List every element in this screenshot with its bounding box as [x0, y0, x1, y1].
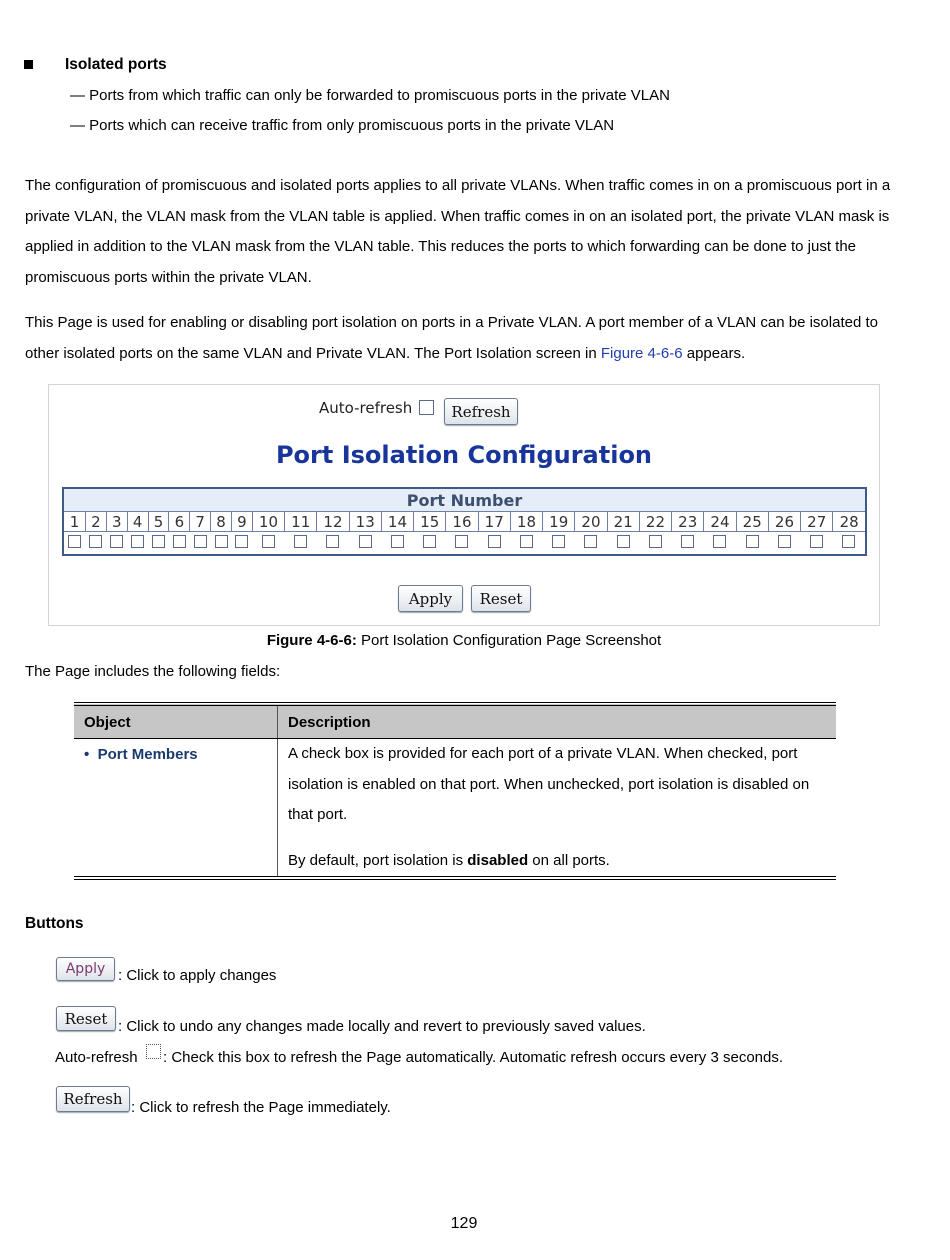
port-checkbox[interactable]: [294, 535, 307, 548]
port-checkbox[interactable]: [455, 535, 468, 548]
port-number-cell: 2: [85, 512, 106, 532]
reset-description: : Click to undo any changes made locally and revert to previously saved values.: [118, 1018, 646, 1035]
port-number-cell: 17: [478, 512, 510, 532]
port-checkbox-cell: [833, 532, 866, 556]
table-row: [74, 739, 836, 879]
auto-refresh-checkbox-sample[interactable]: [146, 1044, 161, 1059]
reset-button[interactable]: Reset: [471, 585, 531, 612]
port-checkbox[interactable]: [488, 535, 501, 548]
port-members-label: Port Members: [97, 746, 198, 763]
isolated-item-1: — Ports from which traffic can only be forwarded to promiscuous ports in the private VLAN: [70, 87, 670, 104]
apply-button[interactable]: Apply: [398, 585, 463, 612]
auto-refresh-checkbox[interactable]: [419, 400, 434, 415]
figure-link[interactable]: Figure 4-6-6: [600, 344, 683, 362]
paragraph-text: This Page is used for enabling or disabling port isolation on ports in a Private VLAN. A port member of a VLAN can be isolated to other isolated ports on the same VLAN and Private VLAN. The Port Isolation screen in: [25, 314, 878, 362]
isolated-ports-heading: Isolated ports: [65, 56, 167, 73]
auto-refresh-label: Auto-refresh: [319, 399, 413, 417]
port-number-cell: 26: [768, 512, 800, 532]
port-number-cell: 3: [106, 512, 127, 532]
port-number-cell: 21: [607, 512, 639, 532]
port-checkbox-cell: [285, 532, 317, 556]
port-checkbox-cell: [704, 532, 736, 556]
port-checkbox-cell: [768, 532, 800, 556]
description-text: A check box is provided for each port of a private VLAN. When checked, port isolation is enabled on that port. When unchecked, port isolation is disabled on that port.: [288, 745, 810, 823]
port-checkbox-cell: [414, 532, 446, 556]
port-checkbox-cell: [575, 532, 607, 556]
figure-caption: [0, 632, 928, 649]
refresh-description: : Click to refresh the Page immediately.: [131, 1099, 391, 1116]
port-number-cell: 12: [317, 512, 349, 532]
port-checkbox[interactable]: [152, 535, 165, 548]
default-value: disabled: [467, 851, 529, 869]
port-checkbox-cell: [127, 532, 148, 556]
port-number-cell: 8: [211, 512, 232, 532]
port-checkbox[interactable]: [326, 535, 339, 548]
port-checkbox-cell: [106, 532, 127, 556]
isolated-item-2: — Ports which can receive traffic from only promiscuous ports in the private VLAN: [70, 117, 615, 134]
port-checkbox-cell: [801, 532, 833, 556]
port-checkbox[interactable]: [649, 535, 662, 548]
port-number-cell: 9: [231, 512, 252, 532]
port-checkbox-cell: [252, 532, 284, 556]
port-checkbox[interactable]: [194, 535, 207, 548]
port-checkbox-cell: [446, 532, 478, 556]
default-suffix: on all ports.: [528, 851, 610, 869]
port-number-cell: 4: [127, 512, 148, 532]
port-checkbox-cell: [148, 532, 169, 556]
refresh-button-sample[interactable]: Refresh: [56, 1086, 130, 1112]
port-checkbox-cell: [672, 532, 704, 556]
square-bullet-icon: [24, 60, 33, 69]
port-number-cell: 19: [543, 512, 575, 532]
port-number-cell: 11: [285, 512, 317, 532]
description-header: Description: [278, 704, 837, 739]
default-prefix: By default, port isolation is: [288, 851, 468, 869]
reset-button-sample[interactable]: Reset: [56, 1006, 116, 1031]
port-checkbox[interactable]: [89, 535, 102, 548]
port-checkbox[interactable]: [617, 535, 630, 548]
port-number-cell: 16: [446, 512, 478, 532]
port-number-row: [63, 512, 866, 532]
port-checkbox[interactable]: [520, 535, 533, 548]
port-checkbox-cell: [510, 532, 542, 556]
port-number-cell: 23: [672, 512, 704, 532]
refresh-button[interactable]: Refresh: [444, 398, 518, 425]
port-checkbox[interactable]: [215, 535, 228, 548]
paragraph-configuration: The configuration of promiscuous and isolated ports applies to all private VLANs. When traffic comes in on a promiscuous port in a private VLAN, the VLAN mask from the VLAN table is applied. When traffic comes in on an isolated port, the private VLAN mask is applied in addition to the VLAN mask from the VLAN table. This reduces the ports to which forwarding can be done to just the promiscuous ports within the private VLAN.: [25, 177, 891, 286]
port-checkbox-cell: [639, 532, 671, 556]
port-checkbox[interactable]: [173, 535, 186, 548]
auto-refresh-description: : Check this box to refresh the Page automatically. Automatic refresh occurs every 3 seconds.: [163, 1049, 784, 1066]
paragraph-text-end: appears.: [682, 344, 746, 362]
port-number-cell: 18: [510, 512, 542, 532]
port-checkbox[interactable]: [68, 535, 81, 548]
port-checkbox-cell: [736, 532, 768, 556]
port-checkbox-cell: [169, 532, 190, 556]
port-checkbox[interactable]: [746, 535, 759, 548]
port-number-cell: 5: [148, 512, 169, 532]
port-checkbox-cell: [381, 532, 413, 556]
port-checkbox[interactable]: [552, 535, 565, 548]
page-number: 129: [450, 1215, 478, 1232]
caption-text: Port Isolation Configuration Page Screenshot: [356, 632, 662, 649]
port-checkbox[interactable]: [110, 535, 123, 548]
paragraph-page-purpose: [25, 308, 915, 369]
port-number-cell: 15: [414, 512, 446, 532]
port-checkbox-cell: [543, 532, 575, 556]
fields-intro: The Page includes the following fields:: [25, 663, 281, 680]
port-number-cell: 10: [252, 512, 284, 532]
port-number-cell: 27: [801, 512, 833, 532]
port-checkbox-cell: [85, 532, 106, 556]
port-checkbox[interactable]: [778, 535, 791, 548]
port-checkbox-row: [63, 532, 866, 556]
port-number-table: [62, 487, 867, 556]
port-number-cell: 20: [575, 512, 607, 532]
port-checkbox-cell: [231, 532, 252, 556]
port-checkbox[interactable]: [391, 535, 404, 548]
default-text: [288, 846, 826, 877]
port-checkbox[interactable]: [584, 535, 597, 548]
port-checkbox[interactable]: [359, 535, 372, 548]
port-checkbox-cell: [211, 532, 232, 556]
port-checkbox-cell: [607, 532, 639, 556]
port-number-cell: 22: [639, 512, 671, 532]
port-checkbox-cell: [63, 532, 85, 556]
port-checkbox[interactable]: [131, 535, 144, 548]
port-checkbox-cell: [317, 532, 349, 556]
object-description-table: [74, 702, 836, 880]
buttons-heading: Buttons: [25, 915, 84, 932]
port-checkbox-cell: [478, 532, 510, 556]
port-checkbox-cell: [190, 532, 211, 556]
apply-button-sample[interactable]: Apply: [56, 957, 115, 981]
object-header: Object: [74, 704, 278, 739]
port-isolation-screenshot: [48, 384, 880, 626]
port-number-cell: 28: [833, 512, 866, 532]
object-cell: [74, 739, 278, 879]
port-checkbox[interactable]: [681, 535, 694, 548]
port-checkbox-cell: [349, 532, 381, 556]
port-checkbox[interactable]: [713, 535, 726, 548]
port-checkbox[interactable]: [423, 535, 436, 548]
port-checkbox[interactable]: [810, 535, 823, 548]
auto-refresh-text-label: Auto-refresh: [55, 1049, 138, 1066]
apply-description: : Click to apply changes: [118, 967, 277, 984]
port-number-cell: 25: [736, 512, 768, 532]
port-members-item: • Port Members: [84, 746, 198, 763]
port-number-cell: 24: [704, 512, 736, 532]
port-isolation-title: Port Isolation Configuration: [275, 441, 653, 469]
port-number-cell: 7: [190, 512, 211, 532]
port-number-cell: 13: [349, 512, 381, 532]
port-checkbox[interactable]: [842, 535, 855, 548]
port-number-cell: 6: [169, 512, 190, 532]
port-number-cell: 1: [63, 512, 85, 532]
port-checkbox[interactable]: [262, 535, 275, 548]
port-number-cell: 14: [381, 512, 413, 532]
port-number-header: Port Number: [63, 488, 866, 512]
port-checkbox[interactable]: [235, 535, 248, 548]
caption-label: Figure 4-6-6:: [266, 632, 357, 649]
description-cell: [278, 739, 837, 879]
